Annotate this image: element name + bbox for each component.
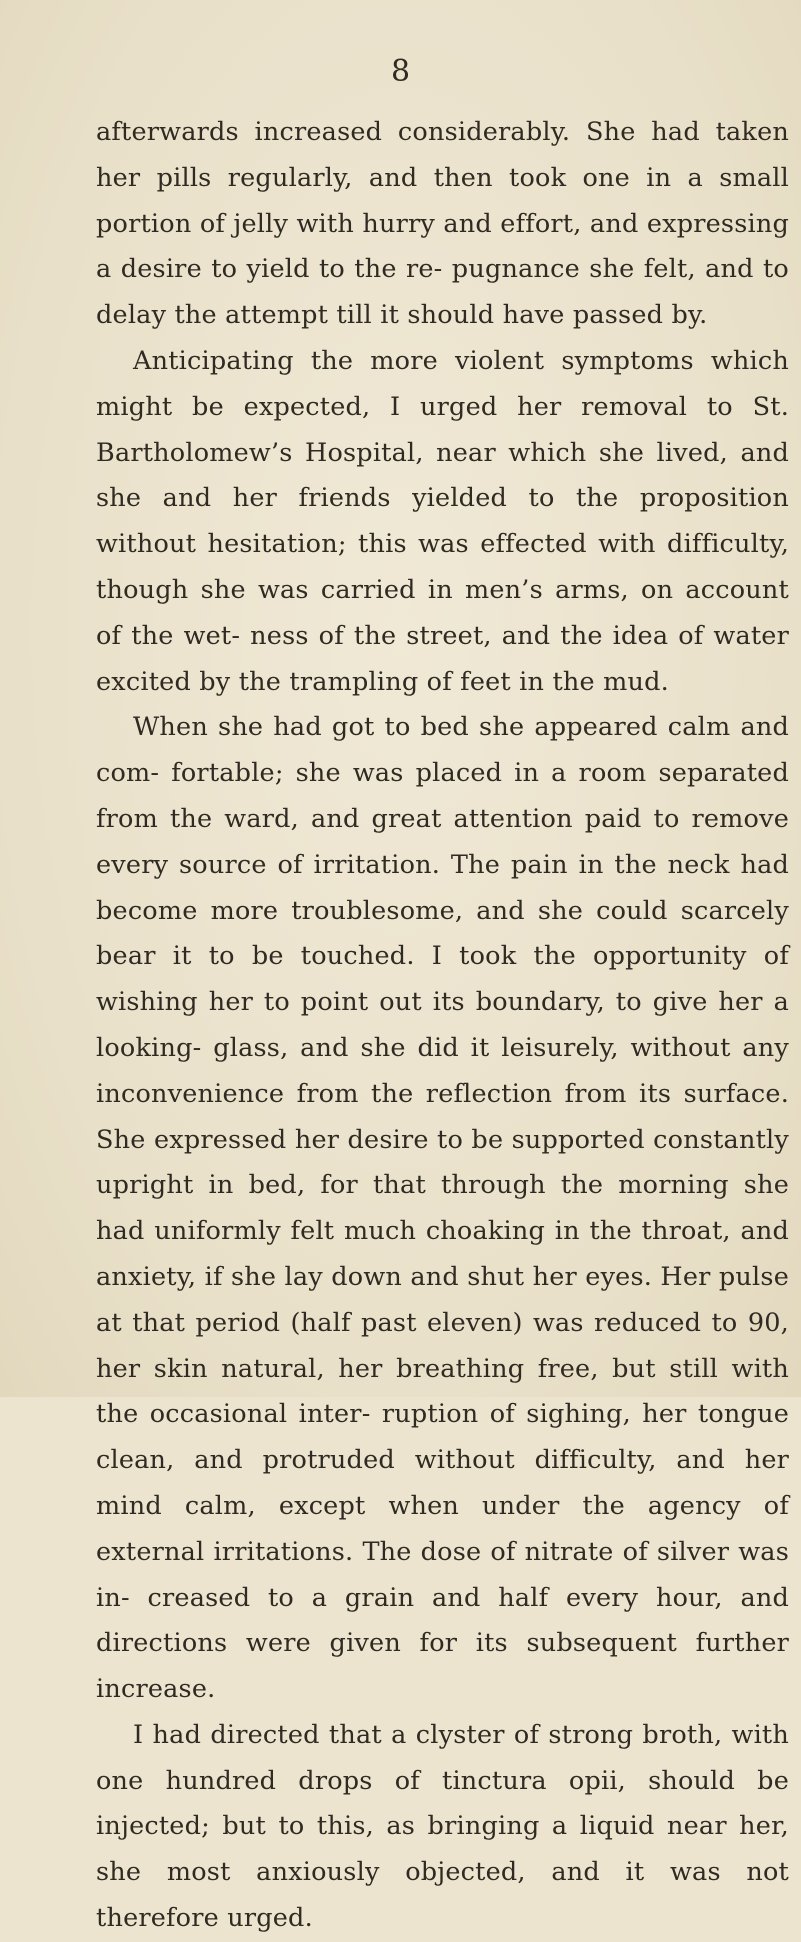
page-number: 8 — [390, 54, 411, 89]
paragraph-1: afterwards increased considerably. She had taken her pills regularly, and then took one in a small portion of jelly with hurry and effort, and expressing a desire to yield to the re- pugnance she felt, and to delay the attempt till it should have passed by. — [96, 117, 789, 331]
paragraph-2: Anticipating the more violent symptoms which might be expected, I urged her removal to St. Bartholomew’s Hospital, near which she lived, and she and her friends yielded to the proposition without hesitation; this was effected with difficulty, though she was carried in men’s arms, on account of the wet- ness of the street, and the idea of water excited by the trampling of feet in the mud. — [96, 345, 789, 697]
paragraph-4: I had directed that a clyster of strong broth, with one hundred drops of tinctura opii, should be injected; but to this, as bringing a liquid near her, she most anxiously objected, and it was not therefore urged. — [96, 1719, 789, 1934]
paragraph-3: When she had got to bed she appeared calm and com- fortable; she was placed in a room separated from the ward, and great attention paid to remove every source of irritation. The pain in the neck had become more troublesome, and she could scarcely bear it to be touched. I took the opportunity of wishing her to point out its boundary, to give her a looking- glass, and she did it leisurely, without any inconvenience from the reflection from its surface. She expressed her desire to be supported constantly upright in bed, for that through the morning she had uniformly felt much choaking in the throat, and anxiety, if she lay down and shut her eyes. Her pulse at that period (half past eleven) was reduced to 90, her skin natural, her breathing free, but still with the occasional inter- ruption of sighing, her tongue clean, and protruded without difficulty, and her mind calm, except when under the agency of external irritations. The dose of nitrate of silver was in- creased to a grain and half every hour, and directions were given for its subsequent further increase. — [96, 712, 789, 1705]
body-text — [96, 110, 789, 1942]
